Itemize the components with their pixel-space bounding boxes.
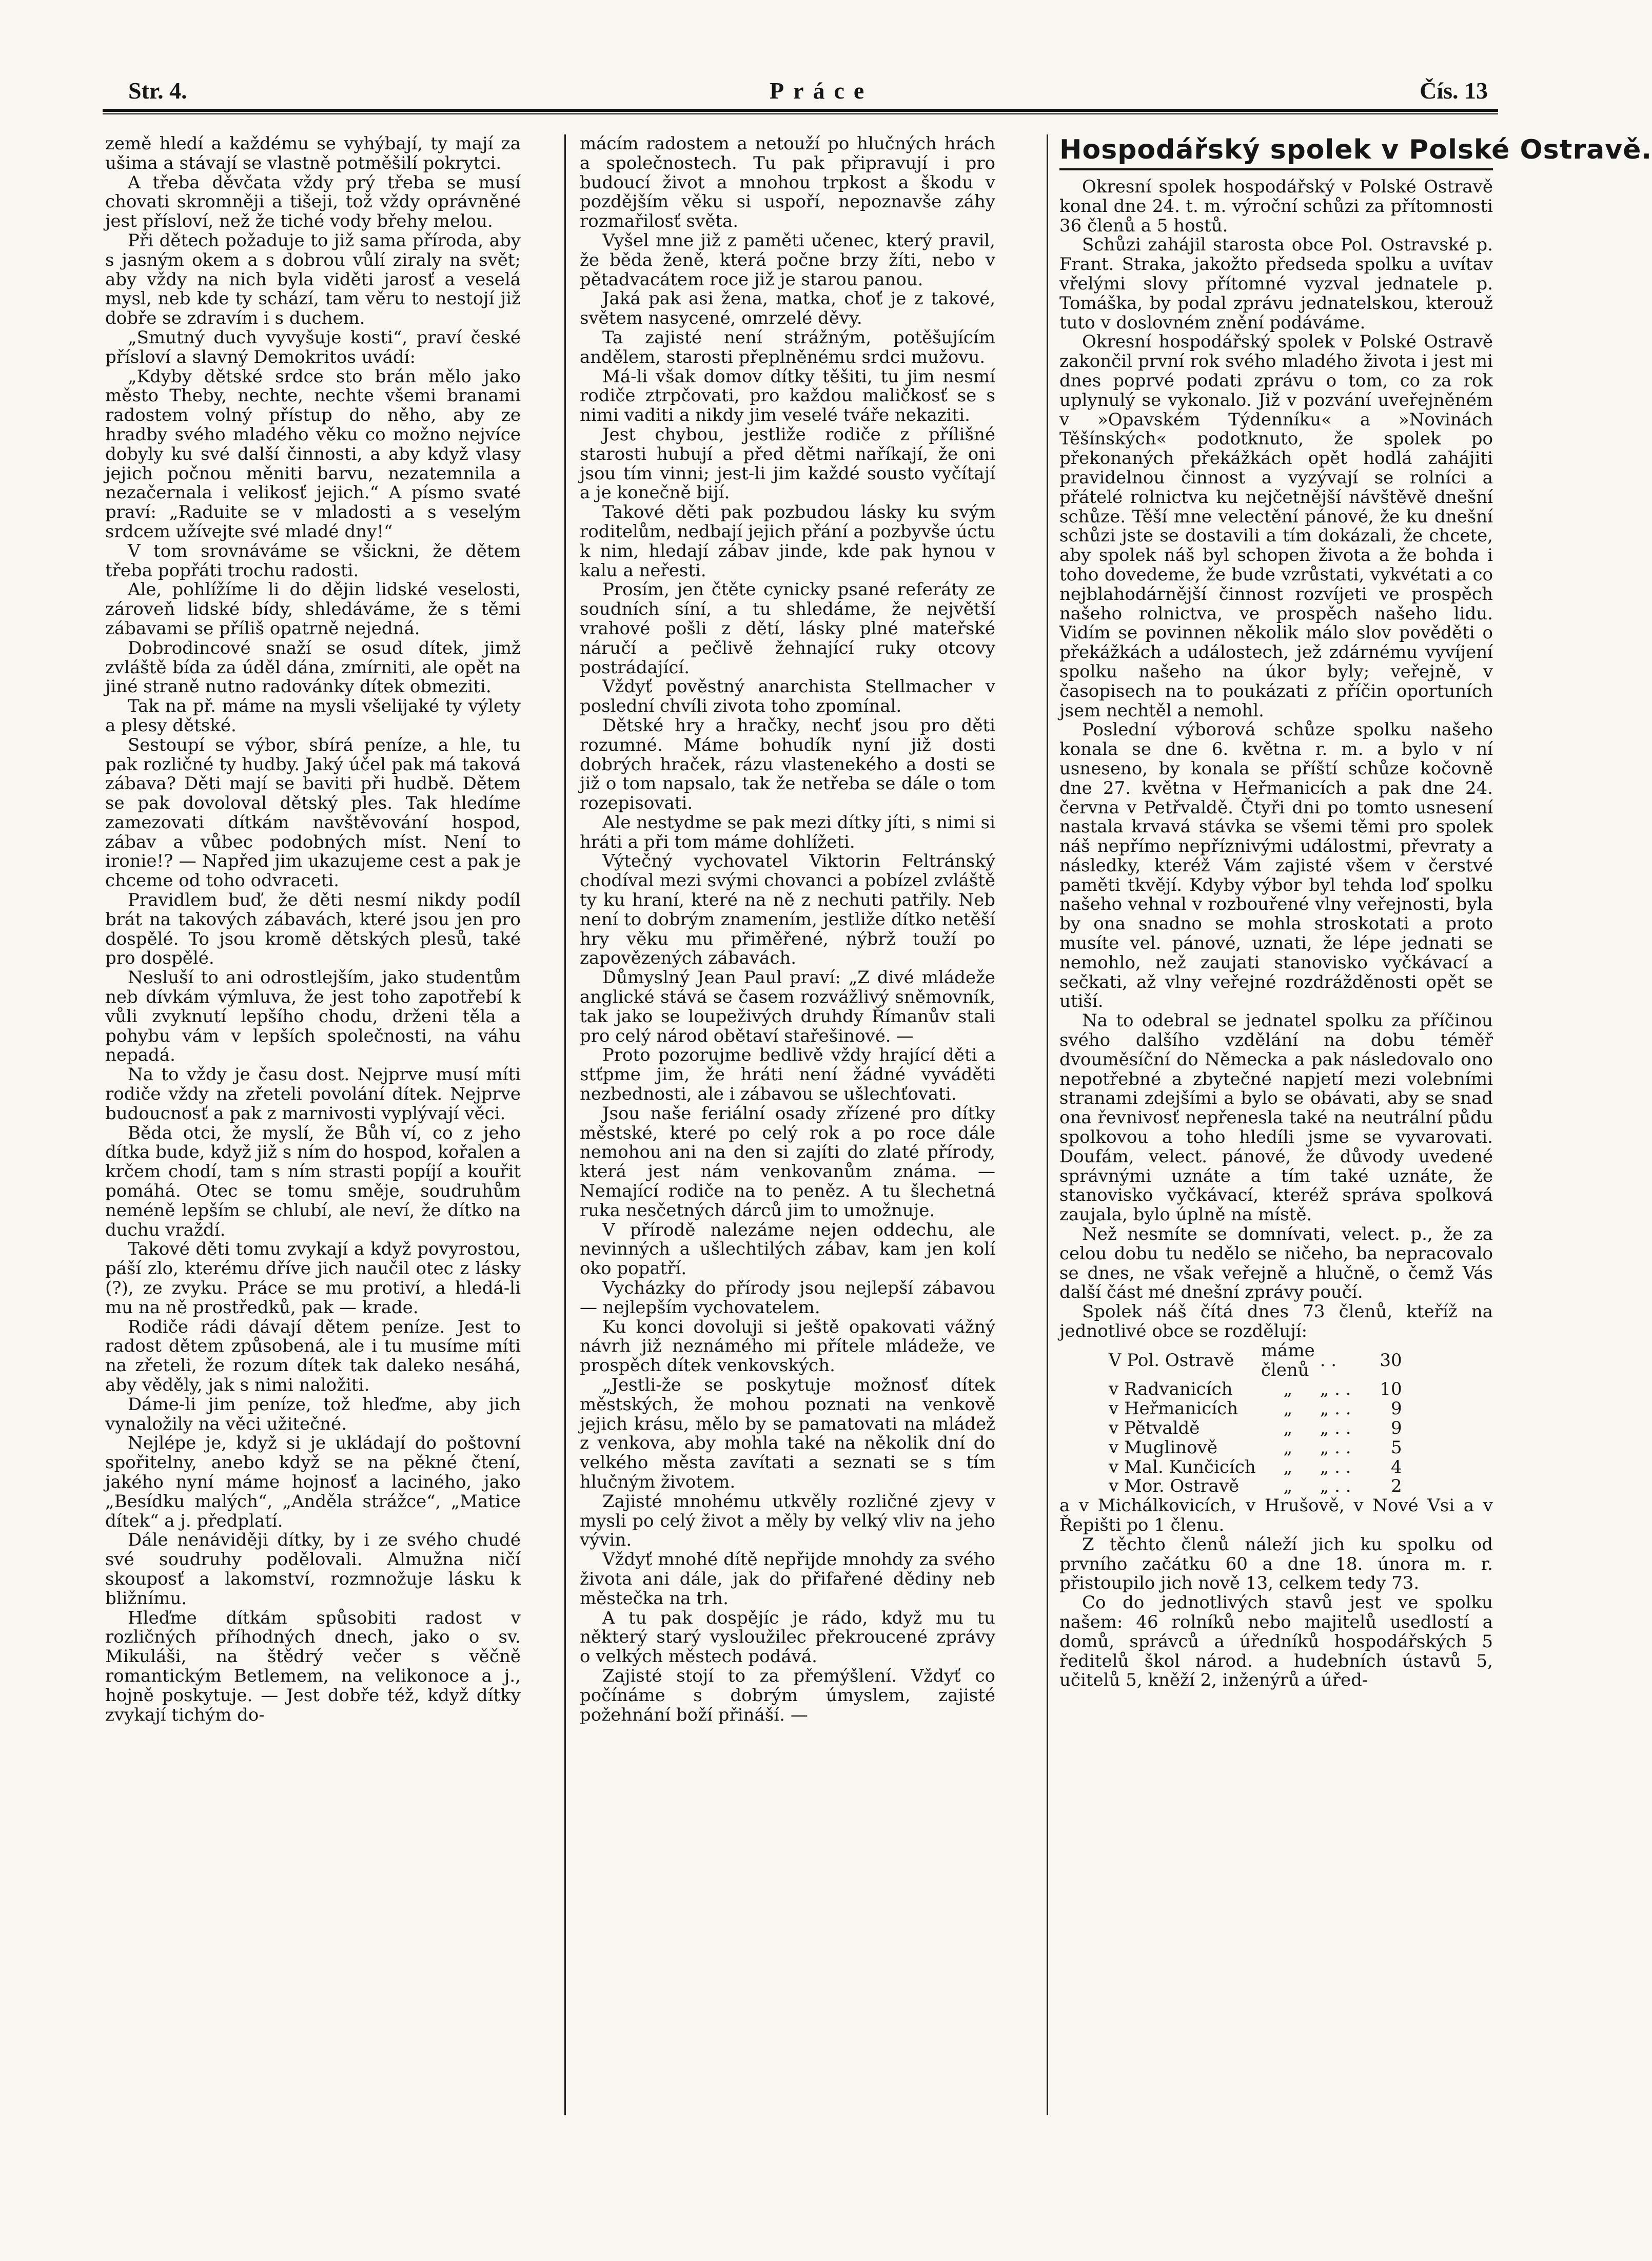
paragraph: Dobrodincové snaží se osud dítek, jimž zvláště bída za úděl dána, zmírniti, ale opět na jiné straně nutno radovánky dítek obmeziti.	[105, 637, 521, 697]
middle-column	[580, 134, 995, 1725]
dots-cell: „ . .	[1320, 1437, 1351, 1458]
paragraph: Pravidlem buď, že děti nesmí nikdy podíl brát na takových zábavách, které jsou jen pro dospělé. To jsou kromě dětských plesů, také pro dospělé.	[105, 890, 521, 969]
paragraph: Proto pozorujme bedlivě vždy hrající děti a stťpme jim, že hráti není žádné vyváděti nezbednosti, ale i zábavou se ušlechťovati.	[580, 1045, 995, 1105]
table-row	[1109, 1380, 1407, 1399]
column-divider	[564, 134, 566, 2115]
paragraph: Jest chybou, jestliže rodiče z přílišné starosti hubují a před dětmi naříkají, že oni jsou tím vinni; jest-li jim každé sousto vyčítají a je konečně bijí.	[580, 424, 995, 503]
place-cell: V Pol. Ostravě	[1109, 1350, 1234, 1371]
issue-number: Čís. 13	[1420, 77, 1488, 104]
table-row	[1109, 1399, 1407, 1419]
table-row	[1109, 1341, 1407, 1380]
count-cell: 4	[1391, 1456, 1402, 1477]
paragraph: Okresní spolek hospodářský v Polské Ostravě konal dne 24. t. m. výroční schůzi za přítomnosti 36 členů a 5 hostů.	[1059, 177, 1493, 236]
paragraph: Nejlépe je, když si je ukládají do poštovní spořitelny, anebo když se na pěkné čtení, jakého nyní máme hojnosť a laciného, jako „Besídku malých“, „Anděla strážce“, „Matice dítek“ a j. předplatí.	[105, 1433, 521, 1531]
place-cell: v Pětvaldě	[1109, 1418, 1200, 1438]
paragraph: A tu pak dospějíc je rádo, když mu tu některý starý vysloužilec překroucené zprávy o velkých městech podává.	[580, 1607, 995, 1667]
dots-cell: . .	[1320, 1350, 1337, 1371]
dots-cell: „ . .	[1320, 1398, 1351, 1419]
paragraph: Z těchto členů náleží jich ku spolku od prvního začátku 60 a dne 18. února m. r. přistoupilo jich nově 13, celkem tedy 73.	[1059, 1534, 1493, 1594]
paragraph: Při dětech požaduje to již sama příroda, aby s jasným okem a s dobrou vůlí ziraly na svět; aby vždy na nich byla viděti jarosť a veselá mysl, neb kde ty schází, tam věru to nestojí již dobře se zdravím i s duchem.	[105, 230, 521, 329]
paragraph: Takové děti pak pozbudou lásky ku svým roditelům, nedbají jejich přání a pozbyvše úctu k nim, hledají zábav jinde, kde pak hynou v kalu a neřesti.	[580, 502, 995, 581]
paragraph: Na to vždy je času dost. Nejprve musí míti rodiče vždy na zřeteli povolání dítek. Nejprve budoucnosť a pak z marnivosti vyplývají věci.	[105, 1064, 521, 1124]
paragraph: Zajisté mnohému utkvěly rozličné zjevy v mysli po celý život a měly by velký vliv na jeho vývin.	[580, 1491, 995, 1551]
paragraph: Zajisté stojí to za přemýšlení. Vždyť co počínáme s dobrým úmyslem, zajisté požehnání boží přináší. —	[580, 1665, 995, 1725]
paragraph: Vždyť mnohé dítě nepřijde mnohdy za svého života ani dále, jak do přifařené dědiny neb městečka na trh.	[580, 1549, 995, 1609]
paragraph: Ale nestydme se pak mezi dítky jíti, s nimi si hráti a při tom máme dohlížeti.	[580, 812, 995, 852]
count-cell: 5	[1391, 1437, 1402, 1458]
paragraph: Hleďme dítkám spůsobiti radost v rozličných příhodných dnech, jako o sv. Mikuláši, na štědrý večer s věčně romantickým Betlemem, na velikonoce a j., hojně poskytuje. — Jest dobře též, když dítky zvykají tichým do-	[105, 1607, 521, 1725]
paragraph: Prosím, jen čtěte cynicky psané referáty ze soudních síní, a tu shledáme, že největší vrahové pošli z dětí, lásky plné mateřské náručí a pečlivě žehnající ruky otcovy postrádající.	[580, 579, 995, 678]
paragraph: Schůzi zahájil starosta obce Pol. Ostravské p. Frant. Straka, jakožto předseda spolku a uvítav vřelými slovy přítomné vyzval jednatele p. Tomáška, by podal zprávu jednatelskou, kterouž tuto v doslovném znění podáváme.	[1059, 235, 1493, 333]
masthead-title: Práce	[770, 77, 874, 104]
paragraph: V přírodě nalezáme nejen oddechu, ale nevinných a ušlechtilých zábav, kam jen kolí oko popatří.	[580, 1219, 995, 1279]
section-title: Hospodářský spolek v Polské Ostravě.	[1059, 134, 1493, 170]
label-cell: „	[1283, 1476, 1293, 1497]
paragraph: Vyšel mne již z paměti učenec, který pravil, že běda ženě, která počne brzy žíti, nebo v pětadvacátem roce již je starou panou.	[580, 230, 995, 290]
place-cell: v Radvanicích	[1109, 1379, 1233, 1400]
paragraph: „Kdyby dětské srdce sto brán mělo jako město Theby, nechte, nechte všemi branami radostem volný přístup do něho, aby ze hradby svého mladého věku co možno nejvíce dobyly ku své další činnosti, a aby když vlasy jejich počnou měniti barvu, nezatemnila a nezačernala i velikosť jejich.“ A písmo svaté praví: „Raduite se v mladosti a s veselým srdcem užívejte své mladé dny!“	[105, 366, 521, 542]
table-row	[1109, 1458, 1407, 1477]
paragraph: Rodiče rádi dávají dětem peníze. Jest to radost dětem způsobená, ale i tu musíme míti na zřeteli, že rozum dítek tak daleko nesáhá, aby věděly, jak s nimi naložiti.	[105, 1316, 521, 1395]
count-cell: 10	[1380, 1379, 1402, 1400]
table-row	[1109, 1438, 1407, 1458]
paragraph: Dětské hry a hračky, nechť jsou pro děti rozumné. Máme bohudík nyní již dosti dobrých hraček, rázu vlastenekého a dosti se již o tom napsalo, tak že netřeba se dále o tom rozepisovati.	[580, 715, 995, 814]
paragraph: Jaká pak asi žena, matka, choť je z takové, světem nasycené, omrzelé děvy.	[580, 288, 995, 329]
paragraph: Ale, pohlížíme li do dějin lidské veselosti, zároveň lidské bídy, shledáváme, že s těmi zábavami se příliš opatrně nejedná.	[105, 579, 521, 639]
paragraph: Dáme-li jim peníze, tož hleďme, aby jich vynaložily na věci užitečné.	[105, 1394, 521, 1434]
paragraph: Na to odebral se jednatel spolku za příčinou svého dalšího vzdělání na dobu téměř dvouměsíční do Německa a pak následovalo ono nepotřebné a zbytečné napjetí mezi volebními stranami zdejšími a bylo se obávati, aby se snad ona řevnivosť nepřenesla také na neutrální půdu spolkovou a toho hledíli jsme se vyvarovati. Doufám, velect. pánové, že důvody uvedené správnými uznáte a tím také uznáte, že stanovisko vyčkávací, kteréž správa spolková zaujala, bylo úplně na místě.	[1059, 1010, 1493, 1225]
paragraph: a v Michálkovicích, v Hrušově, v Nové Vsi a v Řepišti po 1 členu.	[1059, 1495, 1493, 1535]
paragraph: A třeba děvčata vždy prý třeba se musí chovati skromněji a tišeji, tož vždy oprávněné jest přísloví, než že tiché vody břehy melou.	[105, 172, 521, 232]
column-divider	[1047, 134, 1048, 2115]
left-column	[105, 134, 521, 1725]
members-table	[1109, 1341, 1407, 1496]
paragraph: Důmyslný Jean Paul praví: „Z divé mládeže anglické stává se časem rozvážlivý sněmovník, tak jako se loupeživých druhdy Římanův stali pro celý národ obětaví stařešinové. —	[580, 967, 995, 1046]
label-cell: „	[1283, 1398, 1293, 1419]
dots-cell: „ . .	[1320, 1379, 1351, 1400]
paragraph: Vždyť pověstný anarchista Stellmacher v poslední chvíli zivota toho zpomínal.	[580, 676, 995, 717]
paragraph: Okresní hospodářský spolek v Polské Ostravě zakončil první rok svého mladého života i jest mi dnes poprvé podati zprávu o tom, co za rok uplynulý se vykonalo. Již v pozvání uveřejněném v »Opavském Týdenníku« a »Novinách Těšínských« podotknuto, že spolek po překonaných překážkách opět hodlá zahájiti pravidelnou činnost a vyzývají se rolníci a přátelé rolnictva ku nejčetnější návštěvě dnešní schůze. Těší mne velectění pánové, že ku dnešní schůzi jste se dostavili a tím dokázali, že chcete, aby spolek náš byl schopen života a že bohda i toho dovedeme, že bude vzrůstati, vykvétati a co nejblahodárnější činnost rozvíjeti ve prospěch našeho rolnictva, ve prospěch našeho lidu. Vidím se povinnen několik málo slov pověděti o překážkách a událostech, jež zdárnému vyvíjení spolku našeho na úkor byly; veřejně, v časopisech na to poukázati z příčin oportuních jsem nechtěl a nemohl.	[1059, 332, 1493, 721]
paragraph: „Jestli-že se poskytuje možnosť dítek městských, že mohou poznati na venkově jejich krásu, mělo by se pamatovati na mládež z venkova, aby mohla také na několik dní do velkého města zavítati a seznati se s tím hlučným životem.	[580, 1375, 995, 1492]
paragraph: „Smutný duch vyvyšuje kosti“, praví české přísloví a slavný Demokritos uvádí:	[105, 327, 521, 367]
label-cell: „	[1283, 1456, 1293, 1477]
dots-cell: „ . .	[1320, 1476, 1351, 1497]
paragraph: Má-li však domov dítky těšiti, tu jim nesmí rodiče ztrpčovati, pro každou maličkosť se s nimi vaditi a nikdy jim veselé tváře nekaziti.	[580, 366, 995, 426]
paragraph: Nesluší to ani odrostlejším, jako studentům neb dívkám výmluva, že jest toho zapotřebí k vůli zvyknutí lepšího chodu, drženi těla a pohybu vám v lepších společnosti, na váhu nepadá.	[105, 967, 521, 1066]
place-cell: v Mal. Kunčicích	[1109, 1456, 1256, 1477]
table-row	[1109, 1419, 1407, 1438]
paragraph: Jsou naše feriální osady zřízené pro dítky městské, které po celý rok a po roce dále nemohou ani na den si zajíti do zlaté přírody, která jest nám venkovanům známa. — Nemající rodiče na to peněz. A tu šlechetná ruka nesčetných dárců jim to umožnuje.	[580, 1103, 995, 1221]
count-cell: 2	[1391, 1476, 1402, 1497]
paragraph: země hledí a každému se vyhýbají, ty mají za ušima a stávají se vlastně potměšilí pokrytci.	[105, 133, 521, 173]
dots-cell: „ . .	[1320, 1456, 1351, 1477]
place-cell: v Muglinově	[1109, 1437, 1217, 1458]
paragraph: mácím radostem a netouží po hlučných hrách a společnostech. Tu pak připravují i pro budoucí život a mnohou trpkost a škodu v pozdějším věku si uspoří, nepoznavše záhy rozmařilosť světa.	[580, 133, 995, 232]
table-row	[1109, 1477, 1407, 1496]
paragraph: Výtečný vychovatel Viktorin Feltránský chodíval mezi svými chovanci a pobízel zvláště ty ku hraní, které na ně z nechuti patřily. Neb není to dobrým znamením, jestliže dítko netěší hry věku mu přiměřené, nýbrž touží po zapovězených zábavách.	[580, 851, 995, 969]
label-cell: máme členů	[1261, 1340, 1315, 1380]
paragraph: Sestoupí se výbor, sbírá peníze, a hle, tu pak rozličné ty hudby. Jaký účel pak má taková zábava? Děti mají se baviti při hudbě. Dětem se pak dovoloval dětský ples. Tak hledíme zamezovati dítkám navštěvování hospod, zábav a vůbec podobných míst. Není to ironie!? — Napřed jim ukazujeme cest a pak je chceme od toho odvraceti.	[105, 734, 521, 891]
count-cell: 30	[1380, 1350, 1402, 1371]
place-cell: v Heřmanicích	[1109, 1398, 1238, 1419]
header-rule	[103, 109, 1498, 114]
page-header	[103, 72, 1498, 108]
paragraph: Dále nenáviději dítky, by i ze svého chudé své soudruhy podělovali. Almužna ničí skouposť a lakomství, rozmnožuje lásku k bližnímu.	[105, 1530, 521, 1609]
dots-cell: „ . .	[1320, 1418, 1351, 1438]
count-cell: 9	[1391, 1418, 1402, 1438]
paragraph: Spolek náš čítá dnes 73 členů, kteříž na jednotlivé obce se rozdělují:	[1059, 1301, 1493, 1342]
paragraph: Vycházky do přírody jsou nejlepší zábavou — nejlepším vychovatelem.	[580, 1278, 995, 1318]
label-cell: „	[1283, 1418, 1293, 1438]
paragraph: Takové děti tomu zvykají a když povyrostou, páší zlo, kterému dříve jich naučil otec z lásky (?), ze zvyku. Práce se mu protiví, a hledá-li mu na ně prostředků, pak — krade.	[105, 1239, 521, 1318]
paragraph: V tom srovnáváme se všickni, že dětem třeba popřáti trochu radosti.	[105, 540, 521, 581]
right-column	[1059, 134, 1652, 1691]
count-cell: 9	[1391, 1398, 1402, 1419]
place-cell: v Mor. Ostravě	[1109, 1476, 1240, 1497]
page-number: Str. 4.	[128, 77, 187, 104]
paragraph: Poslední výborová schůze spolku našeho konala se dne 6. května r. m. a bylo v ní usneseno, by konala se příští schůze kočovně dne 27. května v Heřmanicích a pak dne 24. června v Petřvaldě. Čtyři dni po tomto usnesení nastala krvavá stávka se všemi těmi pro spolek náš nepřímo nepříznivými událostmi, převraty a následky, kteréž Vám zajisté všem v čerstvé paměti tkvějí. Kdyby výbor byl tehda loď spolku našeho vehnal v rozbouřené vlny veřejnosti, byla by ona snadno se mohla stroskotati a proto musíte vel. pánové, uznati, že lépe jednati se nemohlo, než zaujati stanovisko vyčkávací a sečkati, až vlny veřejné rozdrážděnosti opět se utiší.	[1059, 719, 1493, 1012]
paragraph: Tak na př. máme na mysli všelijaké ty výlety a plesy dětské.	[105, 696, 521, 736]
paragraph: Ku konci dovoluji si ještě opakovati vážný návrh již neznámého mi přítele mládeže, ve prospěch dítek venkovských.	[580, 1316, 995, 1376]
label-cell: „	[1283, 1437, 1293, 1458]
paragraph: Běda otci, že myslí, že Bůh ví, co z jeho dítka bude, když již s ním do hospod, kořalen a krčem chodí, tam s ním strasti popíjí a kouřit pomáhá. Otec se tomu směje, soudruhům neméně lepším se chlubí, ale neví, že dítko na duchu vraždí.	[105, 1122, 521, 1240]
paragraph: Ta zajisté není strážným, potěšujícím andělem, starosti přeplněnému srdci mužovu.	[580, 327, 995, 367]
paragraph: Co do jednotlivých stavů jest ve spolku našem: 46 rolníků nebo majitelů usedlostí a domů, správců a úředníků hospodářských 5 ředitelů škol národ. a hudebních ústavů 5, učitelů 5, kněží 2, inženýrů a úřed-	[1059, 1592, 1493, 1691]
label-cell: „	[1283, 1379, 1293, 1400]
paragraph: Než nesmíte se domnívati, velect. p., že za celou dobu tu nedělo se ničeho, ba nepracovalo se dnes, ne však veřejně a hlučně, o čemž Vás další část mé dnešní zprávy poučí.	[1059, 1224, 1493, 1303]
